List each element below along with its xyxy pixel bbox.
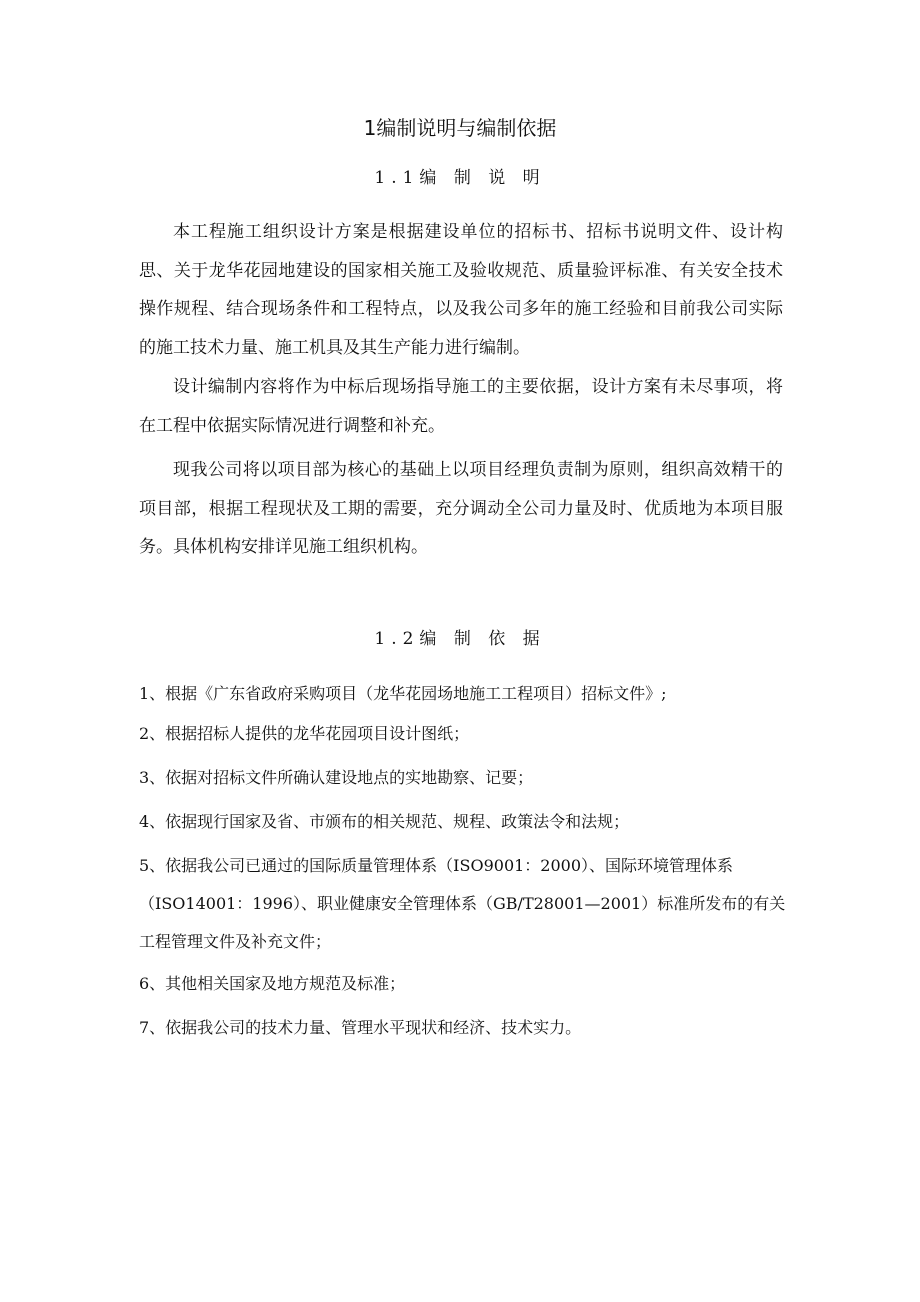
basis-list-item: 2、根据招标人提供的龙华花园项目设计图纸； (139, 724, 470, 743)
basis-list-item: 6、其他相关国家及地方规范及标准； (139, 974, 406, 993)
document-title: 1编制说明与编制依据 (363, 116, 557, 140)
paragraph-project-organization: 现我公司将以项目部为核心的基础上以项目经理负责制为原则，组织高效精干的项目部，根据工程现状及工期的需要，充分调动全公司力量及时、优质地为本项目服务。具体机构安排详见施工组织机构。 (139, 460, 783, 557)
basis-list-item: 4、依据现行国家及省、市颁布的相关规范、规程、政策法令和法规； (139, 812, 630, 831)
basis-list-item: 1、根据《广东省政府采购项目（龙华花园场地施工工程项目）招标文件》; (139, 684, 667, 703)
section-heading-1-1: 1.1编 制 说 明 (374, 168, 546, 188)
basis-list-item: 3、依据对招标文件所确认建设地点的实地勘察、记要； (139, 768, 534, 787)
paragraph-design-content: 设计编制内容将作为中标后现场指导施工的主要依据，设计方案有未尽事项，将在工程中依据实际情况进行调整和补充。 (139, 377, 783, 436)
paragraph-design-basis: 本工程施工组织设计方案是根据建设单位的招标书、招标书说明文件、设计构思、关于龙华花园地建设的国家相关施工及验收规范、质量验评标准、有关安全技术操作规程、结合现场条件和工程特点，以及我公司多年的施工经验和目前我公司实际的施工技术力量、施工机具及其生产能力进行编制。 (139, 222, 783, 358)
basis-list-item: 5、依据我公司已通过的国际质量管理体系（ISO9001：2000）、国际环境管理体系（ISO14001：1996）、职业健康安全管理体系（GB/T28001—2001）标准所发布的有关工程管理文件及补充文件； (139, 856, 786, 951)
basis-list-item: 7、依据我公司的技术力量、管理水平现状和经济、技术实力。 (139, 1018, 582, 1037)
section-heading-1-2: 1.2编 制 依 据 (374, 629, 546, 649)
